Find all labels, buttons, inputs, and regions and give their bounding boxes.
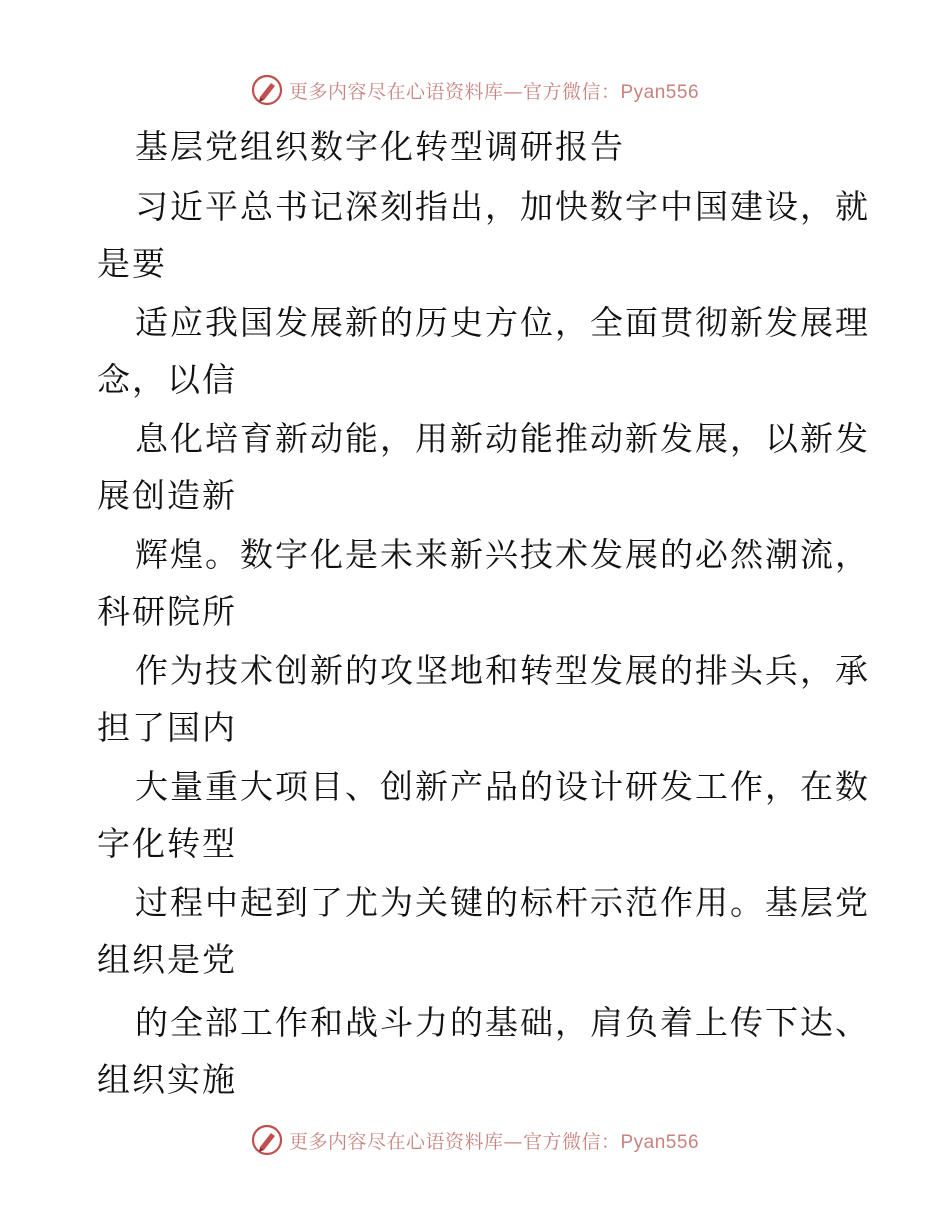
footer-watermark [0, 1120, 950, 1160]
paragraph-line: 的全部工作和战斗力的基础，肩负着上传下达、 [135, 1003, 870, 1042]
paragraph-line: 是要 [97, 244, 167, 283]
paragraph-line: 展创造新 [97, 476, 237, 515]
paragraph-line: 组织实施 [97, 1060, 237, 1099]
paragraph-line: 大量重大项目、创新产品的设计研发工作，在数 [135, 767, 870, 806]
watermark-text: 更多内容尽在心语资料库—官方微信： [288, 1130, 621, 1153]
paragraph-line: 习近平总书记深刻指出，加快数字中国建设，就 [135, 187, 870, 226]
paragraph-line: 担了国内 [97, 708, 237, 747]
paragraph-line: 念，以信 [97, 360, 237, 399]
paragraph-line: 辉煌。数字化是未来新兴技术发展的必然潮流， [135, 535, 870, 574]
watermark-wechat-id: Pyan556 [620, 81, 700, 103]
paragraph-line: 组织是党 [97, 940, 237, 979]
paragraph-line: 息化培育新动能，用新动能推动新发展，以新发 [135, 419, 870, 458]
paragraph-line: 作为技术创新的攻坚地和转型发展的排头兵，承 [135, 651, 870, 690]
paragraph-line: 字化转型 [97, 824, 237, 863]
pen-logo-icon [251, 1124, 283, 1156]
paragraph-line: 适应我国发展新的历史方位，全面贯彻新发展理 [135, 303, 870, 342]
document-title: 基层党组织数字化转型调研报告 [135, 127, 625, 166]
watermark-text: 更多内容尽在心语资料库—官方微信： [288, 80, 621, 103]
paragraph-line: 过程中起到了尤为关键的标杆示范作用。基层党 [135, 883, 870, 922]
paragraph-line: 科研院所 [97, 592, 237, 631]
watermark-wechat-id: Pyan556 [620, 1131, 700, 1153]
